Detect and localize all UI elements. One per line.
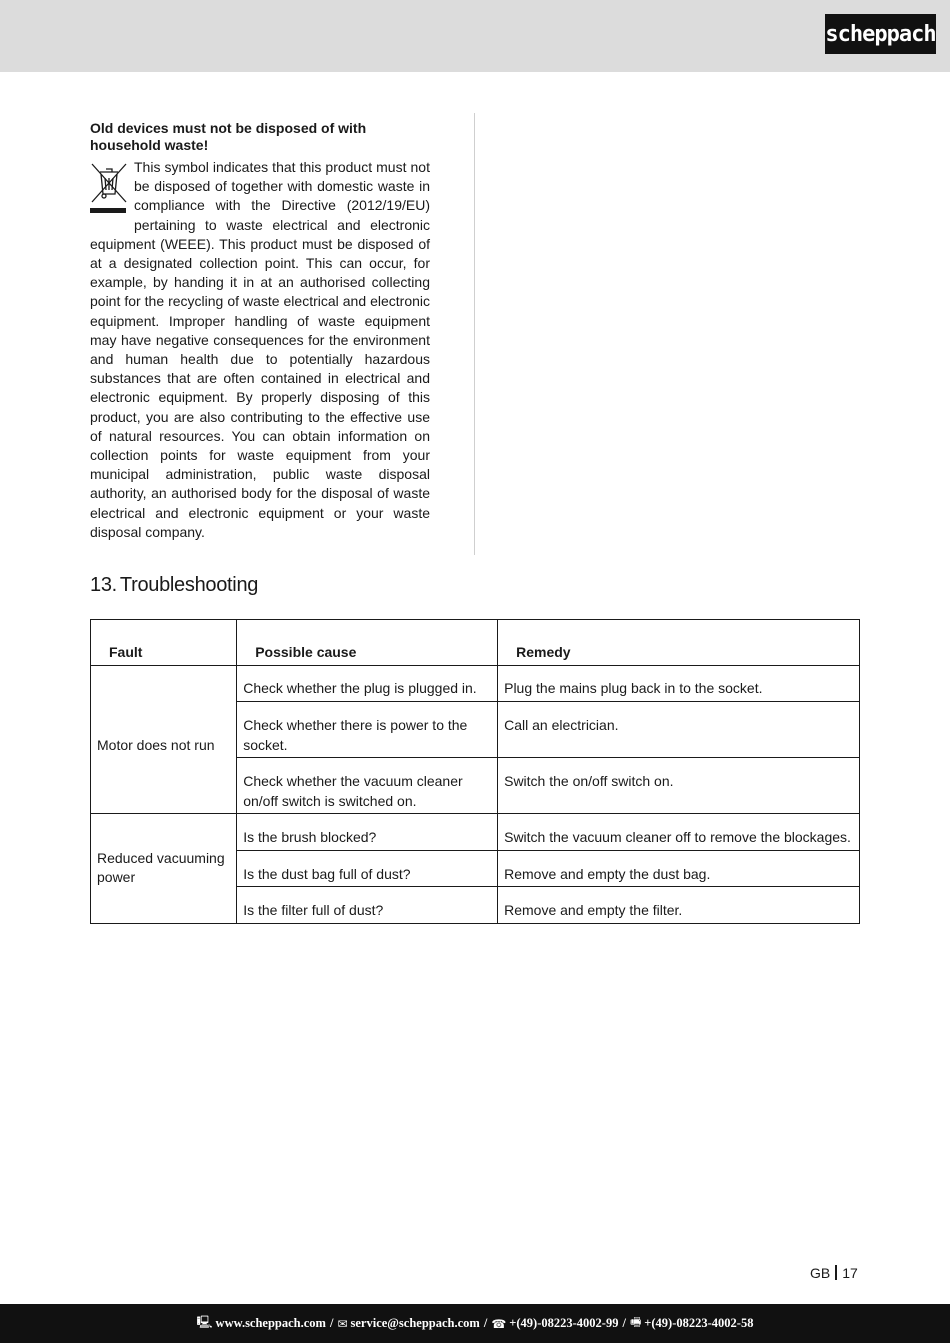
- section-heading: [90, 574, 258, 597]
- cause-cell: Check whether there is power to the socket.: [237, 702, 498, 758]
- cause-cell: Is the dust bag full of dust?: [237, 850, 498, 887]
- cause-cell: Check whether the vacuum cleaner on/off switch is switched on.: [237, 758, 498, 814]
- section-title: Troubleshooting: [119, 574, 259, 596]
- weee-body: This symbol indicates that this product must not be disposed of together with domestic waste in compliance with the Directive (2012/19/EU) pertaining to waste electrical and electronic equipment (WEEE). This product must be disposed of at a designated collection point. This can occur, for example, by handing it in at an authorised collecting point for the recycling of waste electrical and electronic equipment. Improper handling of waste equipment may have negative consequences for the environment and human health due to potentially hazardous substances that are often contained in electrical and electronic equipment. By properly disposing of this product, you are also contributing to the effective use of natural resources. You can obtain information on collection points for waste equipment from your municipal administration, public waste disposal authority, an authorised body for the disposal of waste electrical and electronic equipment or your waste disposal company.: [90, 159, 430, 540]
- header-cause: Possible cause: [237, 620, 498, 666]
- table-header-row: [91, 620, 860, 666]
- troubleshooting-table: [90, 619, 860, 924]
- remedy-cell: Switch the on/off switch on.: [498, 758, 860, 814]
- brand-logo-text: scheppach: [825, 21, 936, 47]
- remedy-cell: Call an electrician.: [498, 702, 860, 758]
- cause-cell: Is the filter full of dust?: [237, 887, 498, 924]
- footer-band: [0, 1304, 950, 1343]
- footer-phone: +(49)-08223-4002-99: [509, 1316, 619, 1330]
- footer-separator: /: [329, 1316, 334, 1330]
- brand-logo: [825, 14, 936, 54]
- header-band: [0, 0, 950, 72]
- remedy-cell: Remove and empty the filter.: [498, 887, 860, 924]
- section-number: 13.: [90, 574, 117, 596]
- page-lang: GB: [810, 1265, 831, 1281]
- page-separator: [835, 1265, 837, 1280]
- footer-email[interactable]: service@scheppach.com: [350, 1316, 480, 1330]
- weee-section: [90, 120, 430, 542]
- fault-cell: Motor does not run: [91, 666, 237, 814]
- header-fault: Fault: [91, 620, 237, 666]
- cause-cell: Is the brush blocked?: [237, 814, 498, 851]
- weee-title: Old devices must not be disposed of with household waste!: [90, 120, 367, 153]
- phone-icon: ☎: [491, 1316, 507, 1331]
- page-number-value: 17: [842, 1265, 858, 1281]
- crossed-out-wheelie-bin-icon: [90, 160, 128, 216]
- remedy-cell: Remove and empty the dust bag.: [498, 850, 860, 887]
- page-number: [810, 1265, 858, 1281]
- column-divider: [474, 113, 475, 555]
- footer-separator: /: [483, 1316, 488, 1330]
- remedy-cell: Plug the mains plug back in to the socket.: [498, 666, 860, 702]
- computer-icon: 🖳: [196, 1315, 213, 1329]
- header-remedy: Remedy: [498, 620, 860, 666]
- mail-icon: ✉: [337, 1316, 348, 1331]
- table-row: [91, 814, 860, 851]
- footer-website[interactable]: www.scheppach.com: [215, 1316, 326, 1330]
- fax-icon: 🖷: [629, 1315, 642, 1329]
- cause-cell: Check whether the plug is plugged in.: [237, 666, 498, 702]
- footer-fax: +(49)-08223-4002-58: [644, 1316, 754, 1330]
- fault-cell: Reduced vacuuming power: [91, 814, 237, 924]
- table-row: [91, 666, 860, 702]
- footer-separator: /: [622, 1316, 626, 1330]
- remedy-cell: Switch the vacuum cleaner off to remove the blockages.: [498, 814, 860, 851]
